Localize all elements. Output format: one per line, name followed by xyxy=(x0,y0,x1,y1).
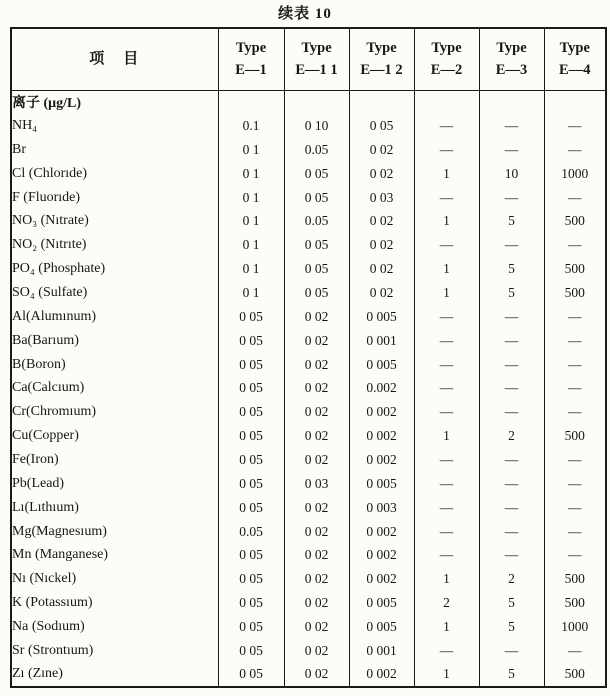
row-value: 2 xyxy=(479,567,544,591)
row-value: — xyxy=(414,496,479,520)
row-value: — xyxy=(544,305,606,329)
row-value: 0 02 xyxy=(284,496,349,520)
row-value: — xyxy=(544,448,606,472)
column-header-line2: E—2 xyxy=(430,62,463,79)
row-value: 0 1 xyxy=(218,257,284,281)
row-value: — xyxy=(479,496,544,520)
row-value: 0 05 xyxy=(218,329,284,353)
row-value: — xyxy=(479,520,544,544)
row-value: 0 002 xyxy=(349,663,414,687)
row-value: 0 1 xyxy=(218,138,284,162)
row-value: 0.05 xyxy=(284,138,349,162)
row-value: 0 02 xyxy=(349,162,414,186)
table-row xyxy=(11,472,606,496)
row-value: 0 02 xyxy=(284,448,349,472)
row-value: 5 xyxy=(479,257,544,281)
row-value: 0 1 xyxy=(218,233,284,257)
column-header-line2: E—1 xyxy=(235,62,267,79)
row-value: 0 02 xyxy=(284,400,349,424)
row-value: 1 xyxy=(414,424,479,448)
table-row xyxy=(11,114,606,138)
row-label: Cr(Chromıum) xyxy=(12,404,96,420)
row-value: 0 10 xyxy=(284,114,349,138)
row-value: 0 05 xyxy=(284,281,349,305)
row-value: 0 005 xyxy=(349,615,414,639)
row-value: 0 002 xyxy=(349,400,414,424)
row-value: 0 002 xyxy=(349,567,414,591)
table-row xyxy=(11,496,606,520)
row-value: — xyxy=(414,114,479,138)
row-value: 500 xyxy=(544,567,606,591)
row-value: 0 05 xyxy=(218,353,284,377)
row-value: 0 1 xyxy=(218,186,284,210)
row-value: 0 02 xyxy=(349,138,414,162)
row-value: — xyxy=(414,400,479,424)
row-value: 0 02 xyxy=(284,663,349,687)
row-label: Lı(Lıthıum) xyxy=(12,499,79,515)
row-value: 0 05 xyxy=(218,424,284,448)
row-value: 0 05 xyxy=(218,567,284,591)
row-value: — xyxy=(414,639,479,663)
row-value: 0 03 xyxy=(349,186,414,210)
row-value: 0.05 xyxy=(218,520,284,544)
row-value: 0 1 xyxy=(218,210,284,234)
row-value: 0 05 xyxy=(284,162,349,186)
row-value: 1 xyxy=(414,162,479,186)
row-value: 1000 xyxy=(544,615,606,639)
empty-cell xyxy=(349,90,414,114)
row-value: 500 xyxy=(544,257,606,281)
row-value: — xyxy=(479,377,544,401)
row-value: 0 02 xyxy=(284,353,349,377)
column-header-line1: Type xyxy=(235,39,267,56)
row-value: 0 02 xyxy=(284,305,349,329)
row-label: Mn (Manganese) xyxy=(12,547,109,563)
table-row xyxy=(11,663,606,687)
row-label: F (Fluorıde) xyxy=(12,189,81,205)
row-value: — xyxy=(479,639,544,663)
empty-cell xyxy=(414,90,479,114)
row-value: — xyxy=(544,114,606,138)
row-value: 1 xyxy=(414,281,479,305)
row-value: — xyxy=(479,138,544,162)
row-value: 0 05 xyxy=(284,233,349,257)
row-value: — xyxy=(479,329,544,353)
row-value: 1 xyxy=(414,615,479,639)
row-value: 0 002 xyxy=(349,448,414,472)
row-value: 1 xyxy=(414,663,479,687)
row-value: 0 02 xyxy=(284,329,349,353)
row-value: 2 xyxy=(414,591,479,615)
row-value: — xyxy=(544,138,606,162)
row-value: 10 xyxy=(479,162,544,186)
row-value: — xyxy=(479,233,544,257)
row-value: — xyxy=(544,520,606,544)
row-value: 1000 xyxy=(544,162,606,186)
row-value: — xyxy=(479,353,544,377)
row-value: — xyxy=(414,377,479,401)
row-label: Ca(Calcıum) xyxy=(12,380,85,396)
row-value: — xyxy=(479,448,544,472)
row-label: PO₄ (Phosphate) xyxy=(12,261,106,277)
empty-cell xyxy=(218,90,284,114)
table-body xyxy=(11,90,606,687)
empty-cell xyxy=(284,90,349,114)
row-label: Mg(Magnesıum) xyxy=(12,523,107,539)
row-label: K (Potassıum) xyxy=(12,595,93,611)
row-value: 0 1 xyxy=(218,162,284,186)
row-label: Cu(Copper) xyxy=(12,428,79,444)
row-value: 0 02 xyxy=(284,544,349,568)
row-value: — xyxy=(544,400,606,424)
row-value: — xyxy=(544,544,606,568)
row-value: 0 05 xyxy=(218,400,284,424)
row-label: NH₄ xyxy=(12,117,38,133)
empty-cell xyxy=(479,90,544,114)
table-row xyxy=(11,520,606,544)
empty-cell xyxy=(544,90,606,114)
section-row xyxy=(11,90,606,114)
column-header-line1: Type xyxy=(301,39,332,56)
column-header-line2: E—3 xyxy=(495,62,528,79)
row-value: 0 005 xyxy=(349,305,414,329)
row-value: 0 05 xyxy=(218,663,284,687)
row-value: 0 02 xyxy=(284,520,349,544)
item-column-header: 项 目 xyxy=(11,28,218,90)
row-value: — xyxy=(479,305,544,329)
table-row xyxy=(11,305,606,329)
row-value: — xyxy=(544,377,606,401)
table-row xyxy=(11,257,606,281)
row-value: 0 05 xyxy=(218,639,284,663)
row-value: 1 xyxy=(414,567,479,591)
row-value: 0 005 xyxy=(349,472,414,496)
section-header-ions: 离子 (μg/L) xyxy=(12,96,81,112)
row-value: 0 005 xyxy=(349,591,414,615)
row-value: — xyxy=(414,520,479,544)
row-value: — xyxy=(544,496,606,520)
row-value: — xyxy=(544,329,606,353)
row-value: 5 xyxy=(479,663,544,687)
row-value: 5 xyxy=(479,591,544,615)
row-value: 0.05 xyxy=(284,210,349,234)
table-row xyxy=(11,591,606,615)
row-value: 0 02 xyxy=(349,257,414,281)
table-row xyxy=(11,162,606,186)
row-value: 0 05 xyxy=(218,305,284,329)
column-header-line2: E—1 1 xyxy=(295,62,338,79)
row-value: — xyxy=(414,448,479,472)
row-label: Na (Sodıum) xyxy=(12,619,85,635)
row-value: 0 02 xyxy=(349,281,414,305)
row-value: 0 001 xyxy=(349,329,414,353)
row-value: 5 xyxy=(479,281,544,305)
row-value: — xyxy=(544,186,606,210)
row-value: — xyxy=(544,472,606,496)
row-value: 0.002 xyxy=(349,377,414,401)
row-value: — xyxy=(544,233,606,257)
column-header-line2: E—4 xyxy=(559,62,591,79)
table-row xyxy=(11,544,606,568)
row-value: — xyxy=(414,329,479,353)
table-row xyxy=(11,448,606,472)
row-value: 0 05 xyxy=(284,186,349,210)
row-value: 500 xyxy=(544,210,606,234)
spec-table xyxy=(10,27,607,688)
row-label: NO₂ (Nıtrıte) xyxy=(12,237,87,253)
row-value: 0 02 xyxy=(284,615,349,639)
table-row xyxy=(11,210,606,234)
row-label: Fe(Iron) xyxy=(12,452,59,468)
table-row xyxy=(11,329,606,353)
row-value: — xyxy=(414,305,479,329)
row-label: Zı (Zıne) xyxy=(12,666,63,682)
row-label: NO₃ (Nıtrate) xyxy=(12,213,89,229)
row-value: 0 05 xyxy=(218,544,284,568)
table-row xyxy=(11,639,606,663)
row-value: 0 05 xyxy=(349,114,414,138)
table-row xyxy=(11,400,606,424)
row-value: 0 02 xyxy=(284,567,349,591)
column-header-line1: Type xyxy=(559,39,590,56)
row-value: 5 xyxy=(479,615,544,639)
row-value: 0 03 xyxy=(284,472,349,496)
row-value: 500 xyxy=(544,424,606,448)
row-value: 1 xyxy=(414,257,479,281)
row-value: 0 05 xyxy=(218,448,284,472)
row-value: 0 05 xyxy=(218,591,284,615)
row-label: Nı (Nıckel) xyxy=(12,571,77,587)
row-value: — xyxy=(479,186,544,210)
row-value: — xyxy=(479,472,544,496)
row-value: — xyxy=(544,639,606,663)
row-value: 0 05 xyxy=(218,615,284,639)
row-value: 0 002 xyxy=(349,520,414,544)
row-label: Pb(Lead) xyxy=(12,475,65,491)
table-row xyxy=(11,186,606,210)
column-header-line1: Type xyxy=(431,39,462,56)
row-value: 0 02 xyxy=(284,377,349,401)
row-value: 0 002 xyxy=(349,544,414,568)
table-row xyxy=(11,353,606,377)
table-row xyxy=(11,138,606,162)
table-row xyxy=(11,377,606,401)
continued-table-10 xyxy=(10,27,605,688)
row-value: 0 003 xyxy=(349,496,414,520)
column-header-type-e2 xyxy=(414,28,479,90)
column-header-line1: Type xyxy=(496,39,527,56)
row-label: Al(Alumınum) xyxy=(12,308,96,324)
table-row xyxy=(11,567,606,591)
row-value: 2 xyxy=(479,424,544,448)
row-value: 0 002 xyxy=(349,424,414,448)
column-header-type-e1 xyxy=(218,28,284,90)
row-label: Cl (Chlorıde) xyxy=(12,165,88,181)
page-title: 续表 10 xyxy=(278,6,332,22)
row-label: Ba(Barıum) xyxy=(12,332,79,348)
row-value: 0 005 xyxy=(349,353,414,377)
header-row xyxy=(11,28,606,90)
row-label: Sr (Strontıum) xyxy=(12,642,94,658)
column-header-type-e1-2 xyxy=(349,28,414,90)
table-row xyxy=(11,424,606,448)
row-label: B(Boron) xyxy=(12,356,66,372)
table-row xyxy=(11,233,606,257)
row-label: Br xyxy=(12,141,26,157)
row-value: — xyxy=(479,544,544,568)
column-header-line1: Type xyxy=(366,39,397,56)
row-value: 0 05 xyxy=(218,472,284,496)
row-value: 500 xyxy=(544,663,606,687)
row-value: — xyxy=(414,233,479,257)
row-value: 0 1 xyxy=(218,281,284,305)
table-header xyxy=(11,28,606,90)
column-header-line2: E—1 2 xyxy=(360,62,403,79)
row-value: 0 05 xyxy=(284,257,349,281)
row-value: — xyxy=(544,353,606,377)
row-value: 0 001 xyxy=(349,639,414,663)
row-value: — xyxy=(414,472,479,496)
row-value: 1 xyxy=(414,210,479,234)
row-value: 500 xyxy=(544,591,606,615)
row-value: — xyxy=(479,400,544,424)
row-value: 0 02 xyxy=(349,210,414,234)
table-row xyxy=(11,615,606,639)
row-value: 0.1 xyxy=(218,114,284,138)
row-label: SO₄ (Sulfate) xyxy=(12,285,88,300)
row-value: 0 02 xyxy=(284,591,349,615)
row-value: 0 05 xyxy=(218,377,284,401)
row-value: 0 05 xyxy=(218,496,284,520)
column-header-type-e3 xyxy=(479,28,544,90)
row-value: 500 xyxy=(544,281,606,305)
row-value: 5 xyxy=(479,210,544,234)
row-value: — xyxy=(414,186,479,210)
row-value: 0 02 xyxy=(284,424,349,448)
row-value: — xyxy=(414,353,479,377)
row-value: — xyxy=(479,114,544,138)
table-row xyxy=(11,281,606,305)
row-value: — xyxy=(414,138,479,162)
column-header-type-e1-1 xyxy=(284,28,349,90)
row-value: — xyxy=(414,544,479,568)
column-header-type-e4 xyxy=(544,28,606,90)
row-value: 0 02 xyxy=(349,233,414,257)
row-value: 0 02 xyxy=(284,639,349,663)
